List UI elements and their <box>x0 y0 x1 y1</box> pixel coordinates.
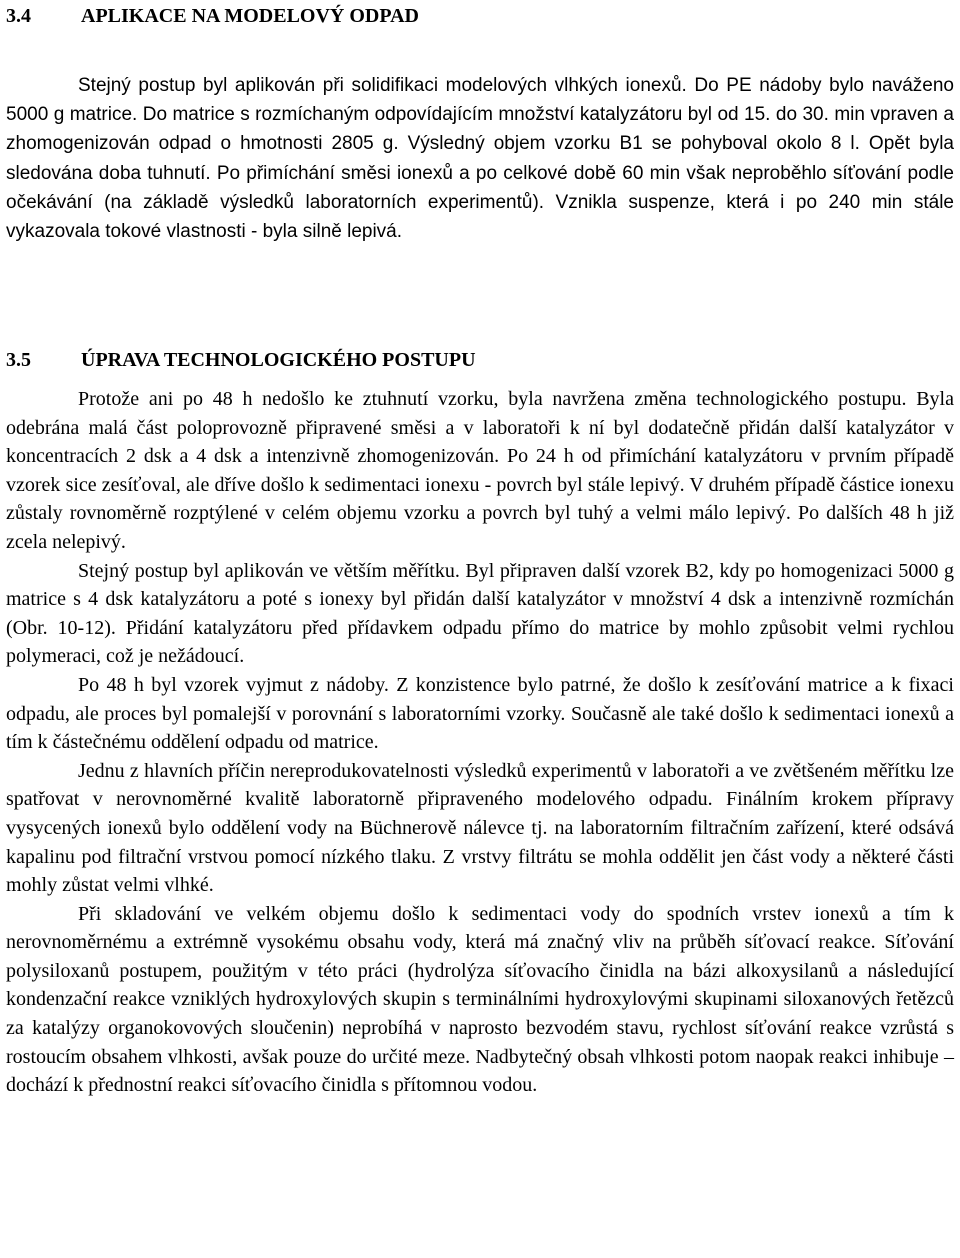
section-number: 3.5 <box>6 349 31 371</box>
paragraph: Stejný postup byl aplikován ve větším měřítku. Byl připraven další vzorek B2, kdy po homogenizaci 5000 g matrice s 4 dsk katalyzátoru a poté s ionexy byl přidán další katalyzátor v množství 4 dsk a intenzivně rozmíchán (Obr. 10-12). Přidání katalyzátoru před přídavkem odpadu přímo do matrice by mohlo způsobit velmi rychlou polymeraci, což je nežádoucí. <box>6 559 954 668</box>
section-3-4-body <box>6 71 954 246</box>
section-title: ÚPRAVA TECHNOLOGICKÉHO POSTUPU <box>81 349 476 371</box>
paragraph: Při skladování ve velkém objemu došlo k sedimentaci vody do spodních vrstev ionexů a tím k nerovnoměrnému a extrémně vysokému obsahu vody, která má značný vliv na průběh síťovací reakce. Síťování polysiloxanů postupem, použitým v této práci (hydrolýza síťovacího činidla na bázi alkoxysilanů a následující kondenzační reakce vzniklých hydroxylových skupin s terminálními hydroxylovými skupinami siloxanových řetězců za katalýzy organokovových sloučenin) neprobíhá v naprosto bezvodém stavu, rychlost síťování reakce vzrůstá s rostoucím obsahem vlhkosti, avšak pouze do určité meze. Nadbytečný obsah vlhkosti potom naopak reakci inhibuje – dochází k přednostní reakci síťovacího činidla s přítomnou vodou. <box>6 902 954 1097</box>
paragraph: Protože ani po 48 h nedošlo ke ztuhnutí vzorku, byla navržena změna technologického postupu. Byla odebrána malá část poloprovozně připravené směsi a v laboratoři k ní byl dodatečně přidán další katalyzátor v koncentracích 2 dsk a 4 dsk a intenzivně zhomogenizován. Po 24 h od přimíchání katalyzátoru v prvním případě vzorek sice zesíťoval, ale dříve došlo k sedimentaci ionexu - povrch byl stále lepivý. V druhém případě částice ionexu zůstaly rovnoměrně rozptýlené v celém objemu vzorku a povrch byl tuhý a velmi málo lepivý. Po dalších 48 h již zcela nelepivý. <box>6 388 954 553</box>
paragraph: Po 48 h byl vzorek vyjmut z nádoby. Z konzistence bylo patrné, že došlo k zesíťování matrice a k fixaci odpadu, ale proces byl pomalejší v porovnání s laboratorními vzorky. Současně ale také došlo k sedimentaci ionexů a tím k částečnému oddělení odpadu od matrice. <box>6 673 954 754</box>
section-number: 3.4 <box>6 5 31 27</box>
section-title: APLIKACE NA MODELOVÝ ODPAD <box>81 5 419 27</box>
section-3-5-body <box>6 385 954 1100</box>
section-heading-3-4 <box>6 2 419 31</box>
section-heading-3-5 <box>6 346 476 375</box>
paragraph: Jednu z hlavních příčin nereprodukovatelnosti výsledků experimentů v laboratoři a ve zvětšeném měřítku lze spatřovat v nerovnoměrné kvalitě laboratorně připraveného modelového odpadu. Finálním krokem přípravy vysycených ionexů bylo oddělení vody na Büchnerově nálevce tj. na laboratorním filtračním zařízení, které odsává kapalinu pod filtrační vrstvou pomocí nízkého tlaku. Z vrstvy filtrátu se mohla oddělit jen část vody a některé části mohly zůstat velmi vlhké. <box>6 759 954 897</box>
paragraph: Stejný postup byl aplikován při solidifikaci modelových vlhkých ionexů. Do PE nádoby bylo naváženo 5000 g matrice. Do matrice s rozmíchaným odpovídajícím množství katalyzátoru byl od 15. do 30. min vpraven a zhomogenizován odpad o hmotnosti 2805 g. Výsledný objem vzorku B1 se pohyboval okolo 8 l. Opět byla sledována doba tuhnutí. Po přimíchání směsi ionexů a po celkové době 60 min však neproběhlo síťování podle očekávání (na základě výsledků laboratorních experimentů). Vznikla suspenze, která i po 240 min stále vykazovala tokové vlastnosti - byla silně lepivá. <box>6 75 954 243</box>
